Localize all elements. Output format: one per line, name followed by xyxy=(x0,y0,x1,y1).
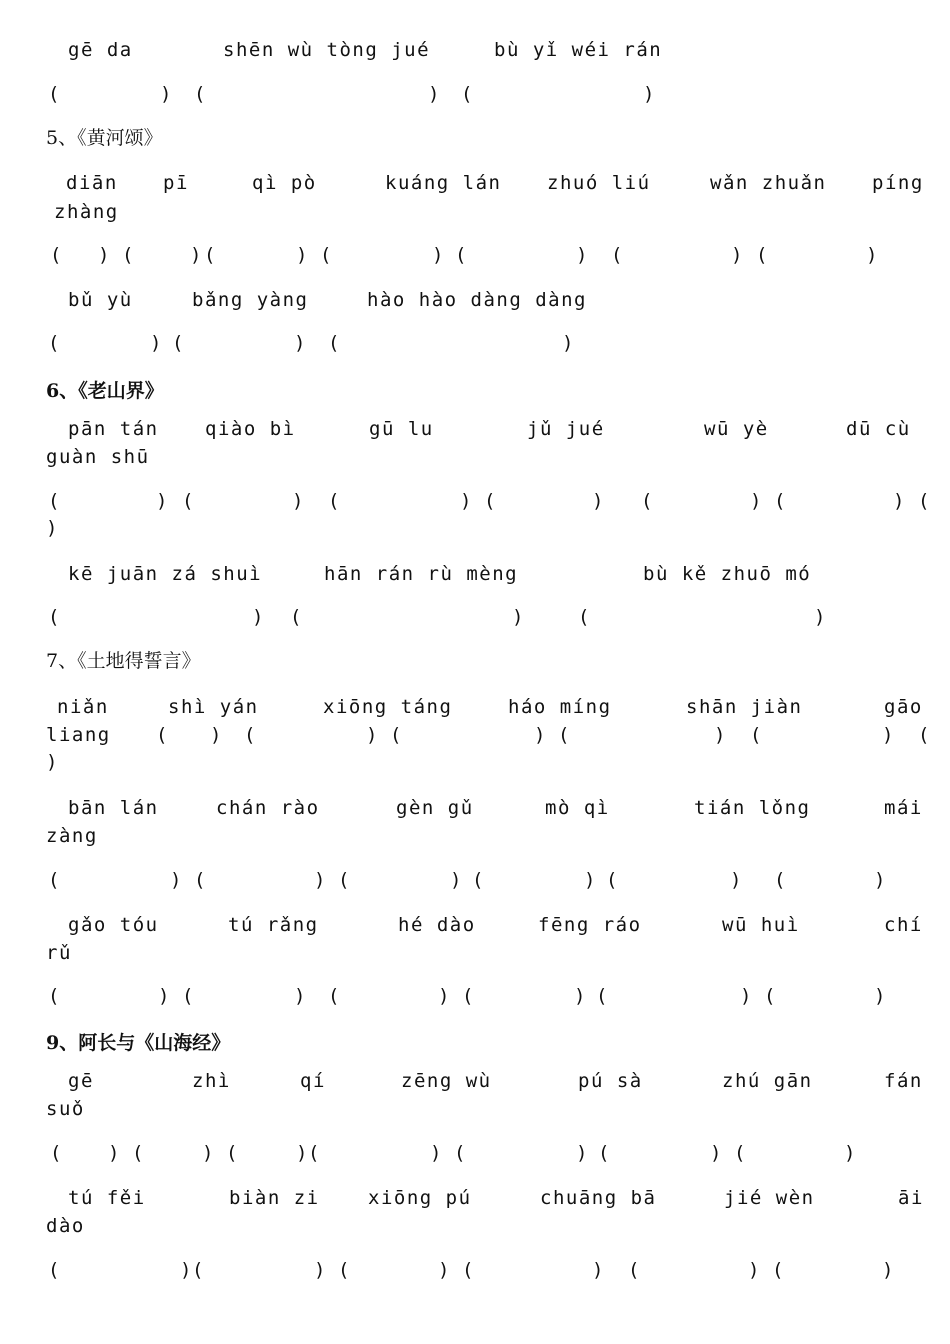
section-title: 6、《老山界》 xyxy=(46,380,164,402)
pinyin-item: qiào bì xyxy=(205,418,296,440)
close-paren: ) xyxy=(292,490,304,512)
open-paren: ( xyxy=(172,332,184,354)
section-title: 5、《黄河颂》 xyxy=(46,127,163,149)
open-paren: ( xyxy=(628,1259,640,1281)
answer-row-wrap xyxy=(0,747,950,777)
pinyin-item: mò qì xyxy=(545,797,610,819)
open-paren: ( xyxy=(472,869,484,891)
pinyin-item: zhì xyxy=(192,1070,231,1092)
close-paren: ) xyxy=(882,724,894,746)
close-paren: ) xyxy=(430,1142,442,1164)
close-paren: ) xyxy=(730,869,742,891)
pinyin-row xyxy=(0,1066,950,1096)
pinyin-item: gē xyxy=(68,1070,94,1092)
open-paren: ( xyxy=(461,83,473,105)
open-paren: ( xyxy=(756,244,768,266)
close-paren: ) xyxy=(450,869,462,891)
close-paren: ) xyxy=(438,1259,450,1281)
pinyin-item: niǎn xyxy=(57,696,109,718)
pinyin-item: hān rán rù mèng xyxy=(324,563,519,585)
open-paren: ( xyxy=(558,724,570,746)
open-paren: ( xyxy=(132,1142,144,1164)
close-paren: ) xyxy=(592,490,604,512)
pinyin-item: zēng wù xyxy=(401,1070,492,1092)
close-paren: ) xyxy=(592,1259,604,1281)
close-paren: ) xyxy=(750,490,762,512)
pinyin-item: pī xyxy=(163,172,189,194)
pinyin-row-wrap xyxy=(0,938,950,968)
close-paren: ) xyxy=(574,985,586,1007)
open-paren: ( xyxy=(774,869,786,891)
close-paren: ) xyxy=(576,244,588,266)
close-paren: ) xyxy=(748,1259,760,1281)
close-paren: ) xyxy=(562,332,574,354)
open-paren: ( xyxy=(772,1259,784,1281)
pinyin-item: zhàng xyxy=(54,201,119,223)
pinyin-item: tú rǎng xyxy=(228,914,319,936)
open-paren: ( xyxy=(454,1142,466,1164)
pinyin-item: bù yǐ wéi rán xyxy=(494,39,663,61)
pinyin-item: bǎng yàng xyxy=(192,289,309,311)
pinyin-item: suǒ xyxy=(46,1098,85,1120)
pinyin-item: wū huì xyxy=(722,914,800,936)
pinyin-item: chuāng bā xyxy=(540,1187,657,1209)
pinyin-item: tú fěi xyxy=(68,1187,146,1209)
close-paren: ) xyxy=(584,869,596,891)
pinyin-item: gǎo tóu xyxy=(68,914,159,936)
pinyin-item: chí xyxy=(884,914,923,936)
open-paren: ( xyxy=(774,490,786,512)
open-paren: ( xyxy=(290,606,302,628)
open-paren: ( xyxy=(641,490,653,512)
open-paren: ( xyxy=(226,1142,238,1164)
open-paren: ( xyxy=(390,724,402,746)
open-paren: ( xyxy=(122,244,134,266)
pinyin-item: gāo xyxy=(884,696,923,718)
pinyin-item: wū yè xyxy=(704,418,769,440)
pinyin-item: hào hào dàng dàng xyxy=(367,289,587,311)
open-paren: ( xyxy=(192,1259,204,1281)
open-paren: ( xyxy=(338,1259,350,1281)
open-paren: ( xyxy=(455,244,467,266)
open-paren: ( xyxy=(48,490,60,512)
answer-row xyxy=(0,865,950,895)
pinyin-row-wrap xyxy=(0,821,950,851)
pinyin-item: shēn wù tòng jué xyxy=(223,39,431,61)
pinyin-item: guàn shū xyxy=(46,446,150,468)
open-paren: ( xyxy=(48,1259,60,1281)
pinyin-item: biàn zi xyxy=(229,1187,320,1209)
pinyin-item: pān tán xyxy=(68,418,159,440)
close-paren: ) xyxy=(202,1142,214,1164)
close-paren: ) xyxy=(160,83,172,105)
pinyin-item: liang xyxy=(46,724,111,746)
close-paren: ) xyxy=(814,606,826,628)
open-paren: ( xyxy=(462,1259,474,1281)
open-paren: ( xyxy=(338,869,350,891)
pinyin-row-wrap xyxy=(0,1094,950,1124)
pinyin-item: āi xyxy=(898,1187,924,1209)
close-paren: ) xyxy=(366,724,378,746)
answer-row xyxy=(0,981,950,1011)
pinyin-item: gū lu xyxy=(369,418,434,440)
pinyin-item: zàng xyxy=(46,825,98,847)
open-paren: ( xyxy=(764,985,776,1007)
open-paren: ( xyxy=(204,244,216,266)
close-paren: ) xyxy=(512,606,524,628)
open-paren: ( xyxy=(48,869,60,891)
close-paren: ) xyxy=(866,244,878,266)
open-paren: ( xyxy=(598,1142,610,1164)
pinyin-item: háo míng xyxy=(508,696,612,718)
pinyin-item: diān xyxy=(66,172,118,194)
pinyin-item: tián lǒng xyxy=(694,797,811,819)
pinyin-row xyxy=(0,285,950,315)
pinyin-row xyxy=(0,559,950,589)
answer-row xyxy=(0,486,950,516)
close-paren: ) xyxy=(210,724,222,746)
pinyin-item: jié wèn xyxy=(724,1187,815,1209)
pinyin-row xyxy=(0,692,950,722)
open-paren: ( xyxy=(320,244,332,266)
open-paren: ( xyxy=(484,490,496,512)
answer-row xyxy=(0,240,950,270)
close-paren: ) xyxy=(874,985,886,1007)
close-paren: ) xyxy=(150,332,162,354)
answer-row xyxy=(0,328,950,358)
open-paren: ( xyxy=(596,985,608,1007)
pinyin-row xyxy=(0,1183,950,1213)
pinyin-item: xiōng pú xyxy=(368,1187,472,1209)
close-paren: ) xyxy=(428,83,440,105)
pinyin-item: bù kě zhuō mó xyxy=(643,563,812,585)
open-paren: ( xyxy=(194,869,206,891)
pinyin-row xyxy=(0,793,950,823)
close-paren: ) xyxy=(296,244,308,266)
close-paren: ) xyxy=(158,985,170,1007)
pinyin-row xyxy=(0,910,950,940)
open-paren: ( xyxy=(578,606,590,628)
answer-row xyxy=(0,1138,950,1168)
open-paren: ( xyxy=(48,606,60,628)
close-paren: ) xyxy=(844,1142,856,1164)
pinyin-item: mái xyxy=(884,797,923,819)
open-paren: ( xyxy=(328,332,340,354)
pinyin-item: zhuó liú xyxy=(547,172,651,194)
open-paren: ( xyxy=(182,985,194,1007)
pinyin-row xyxy=(0,414,950,444)
open-paren: ( xyxy=(611,244,623,266)
open-paren: ( xyxy=(50,1142,62,1164)
pinyin-item: kuáng lán xyxy=(385,172,502,194)
pinyin-item: fán xyxy=(884,1070,923,1092)
open-paren: ( xyxy=(48,332,60,354)
close-paren: ) xyxy=(893,490,905,512)
pinyin-row xyxy=(0,168,950,198)
close-paren: ) xyxy=(46,517,58,539)
close-paren: ) xyxy=(252,606,264,628)
open-paren: ( xyxy=(244,724,256,746)
close-paren: ) xyxy=(643,83,655,105)
pinyin-item: gē da xyxy=(68,39,133,61)
answer-row xyxy=(0,720,950,750)
pinyin-item: wǎn zhuǎn xyxy=(710,172,827,194)
pinyin-item: píng xyxy=(872,172,924,194)
open-paren: ( xyxy=(308,1142,320,1164)
open-paren: ( xyxy=(48,985,60,1007)
section-title: 9、阿长与《山海经》 xyxy=(46,1032,231,1054)
pinyin-item: qì pò xyxy=(252,172,317,194)
close-paren: ) xyxy=(314,869,326,891)
pinyin-item: bān lán xyxy=(68,797,159,819)
pinyin-item: chán rào xyxy=(216,797,320,819)
answer-row xyxy=(0,79,950,109)
close-paren: ) xyxy=(874,869,886,891)
pinyin-item: dū cù xyxy=(846,418,911,440)
open-paren: ( xyxy=(734,1142,746,1164)
close-paren: ) xyxy=(294,985,306,1007)
pinyin-row xyxy=(0,35,950,65)
open-paren: ( xyxy=(182,490,194,512)
close-paren: ) xyxy=(156,490,168,512)
pinyin-item: jǔ jué xyxy=(527,418,605,440)
pinyin-item: zhú gān xyxy=(722,1070,813,1092)
close-paren: ) xyxy=(170,869,182,891)
open-paren: ( xyxy=(48,83,60,105)
open-paren: ( xyxy=(918,490,930,512)
pinyin-item: bǔ yù xyxy=(68,289,133,311)
pinyin-item: rǔ xyxy=(46,942,72,964)
pinyin-item: dào xyxy=(46,1215,85,1237)
close-paren: ) xyxy=(98,244,110,266)
pinyin-item: fēng ráo xyxy=(538,914,642,936)
answer-row-wrap xyxy=(0,513,950,543)
close-paren: ) xyxy=(460,490,472,512)
pinyin-item: kē juān zá shuì xyxy=(68,563,263,585)
pinyin-item: xiōng táng xyxy=(323,696,453,718)
pinyin-row-wrap xyxy=(0,1211,950,1241)
close-paren: ) xyxy=(534,724,546,746)
open-paren: ( xyxy=(328,985,340,1007)
close-paren: ) xyxy=(740,985,752,1007)
open-paren: ( xyxy=(194,83,206,105)
section-title: 7、《土地得誓言》 xyxy=(46,650,201,672)
open-paren: ( xyxy=(462,985,474,1007)
pinyin-row-wrap xyxy=(0,442,950,472)
pinyin-item: hé dào xyxy=(398,914,476,936)
close-paren: ) xyxy=(438,985,450,1007)
close-paren: ) xyxy=(314,1259,326,1281)
close-paren: ) xyxy=(108,1142,120,1164)
close-paren: ) xyxy=(882,1259,894,1281)
close-paren: ) xyxy=(432,244,444,266)
close-paren: ) xyxy=(710,1142,722,1164)
open-paren: ( xyxy=(606,869,618,891)
open-paren: ( xyxy=(750,724,762,746)
answer-row xyxy=(0,602,950,632)
pinyin-item: shì yán xyxy=(168,696,259,718)
open-paren: ( xyxy=(328,490,340,512)
close-paren: ) xyxy=(190,244,202,266)
answer-row xyxy=(0,1255,950,1285)
pinyin-item: pú sà xyxy=(578,1070,643,1092)
close-paren: ) xyxy=(296,1142,308,1164)
close-paren: ) xyxy=(714,724,726,746)
open-paren: ( xyxy=(918,724,930,746)
pinyin-item: qí xyxy=(300,1070,326,1092)
close-paren: ) xyxy=(180,1259,192,1281)
close-paren: ) xyxy=(576,1142,588,1164)
close-paren: ) xyxy=(46,751,58,773)
open-paren: ( xyxy=(156,724,168,746)
pinyin-item: gèn gǔ xyxy=(396,797,474,819)
close-paren: ) xyxy=(294,332,306,354)
pinyin-item: shān jiàn xyxy=(686,696,803,718)
close-paren: ) xyxy=(731,244,743,266)
pinyin-row-wrap xyxy=(0,197,950,227)
open-paren: ( xyxy=(50,244,62,266)
